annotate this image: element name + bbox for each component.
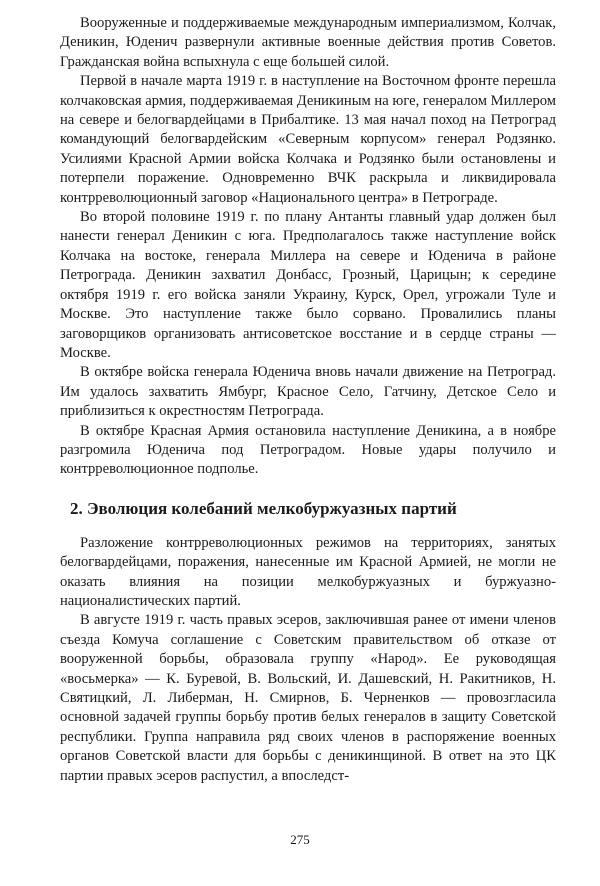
paragraph: В октябре Красная Армия остановила наступление Деникина, а в ноябре разгромила Юденича под Петроградом. Новые удары получило и контрреволюционное подполье. [60,422,556,478]
paragraph: В августе 1919 г. часть правых эсеров, заключившая ранее от имени членов съезда Комуча соглашение с Советским правительством об отказе от вооруженной борьбы, образовала группу «Народ». Ее руководящая «восьмерка» — К. Буревой, В. Вольский, И. Дашевский, Н. Ракитников, Н. Святицкий, Л. Либерман, Н. Смирнов, Б. Черненков — провозгласила основной задачей группы борьбу против белых генералов в защиту Советской республики. Группа направила ряд своих членов в распоряжение военных органов Советской власти для борьбы с деникинщиной. В ответ на это ЦК партии правых эсеров распустил, а впоследст- [60,612,556,784]
section-heading: 2. Эволюция колебаний мелкобуржуазных партий [70,498,457,518]
paragraph: Во второй половине 1919 г. по плану Антанты главный удар должен был нанести генерал Деникин с юга. Предполагалось также наступление войск Колчака на востоке, генерала Миллера на севере и Юденича в районе Петрограда. Деникин захватил Донбасс, Грозный, Царицын; к середине октября 1919 г. его войска заняли Украину, Курск, Орел, угрожали Туле и Москве. Это наступление также было сорвано. Провалились планы заговорщиков организовать антисоветское восстание и в сердце страны — Москве. [60,209,556,361]
paragraph: Разложение контрреволюционных режимов на территориях, занятых белогвардейцами, поражения, нанесенные им Красной Армией, не могли не оказать влияния на позиции мелкобуржуазных и буржуазно-националистических партий. [60,534,556,609]
page-body [60,14,556,786]
paragraph: Первой в начале марта 1919 г. в наступление на Восточном фронте перешла колчаковская армия, поддерживаемая Деникиным на юге, генералом Миллером на севере и белогвардейцами в Прибалтике. 13 мая начал поход на Петроград командующий белогвардейским «Северным корпусом» генерал Родзянко. Усилиями Красной Армии войска Колчака и Родзянко были остановлены и потерпели поражение. Одновременно ВЧК раскрыла и ликвидировала контрреволюционный заговор «Национального центра» в Петрограде. [60,73,556,206]
page-number: 275 [290,832,310,847]
paragraph: Вооруженные и поддерживаемые международным империализмом, Колчак, Деникин, Юденич развернули активные военные действия против Советов. Гражданская война вспыхнула с еще большей силой. [60,15,556,70]
paragraph: В октябре войска генерала Юденича вновь начали движение на Петроград. Им удалось захватить Ямбург, Красное Село, Гатчину, Детское Село и приблизиться к окрестностям Петрограда. [60,364,556,420]
